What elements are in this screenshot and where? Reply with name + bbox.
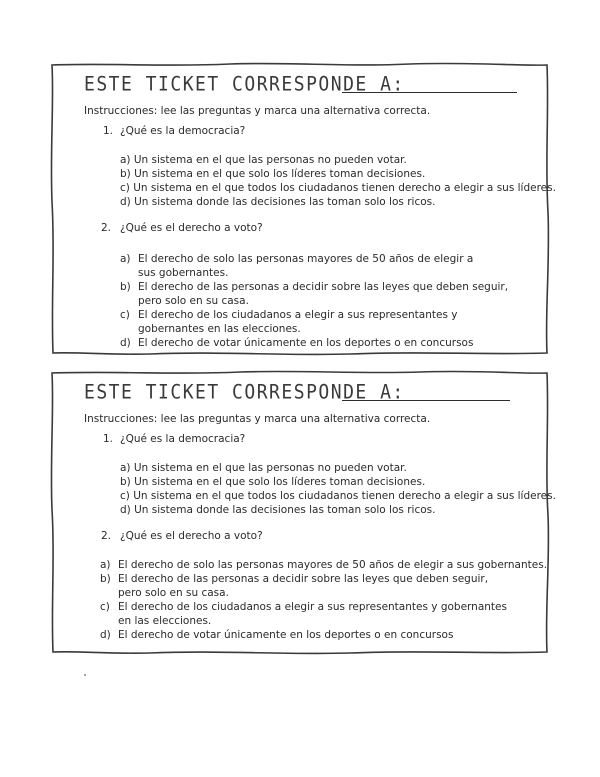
question-1-option-d[interactable]: d) Un sistema donde las decisiones las toman solo los ricos. bbox=[120, 504, 436, 516]
ticket-2 bbox=[50, 370, 556, 655]
option-text: El derecho de las personas a decidir sobre las leyes que deben seguir, pero solo en su casa. bbox=[118, 573, 489, 599]
question-1-option-b[interactable]: b) Un sistema en el que solo los líderes toman decisiones. bbox=[120, 168, 426, 180]
question-2-number: 2. bbox=[101, 530, 112, 542]
question-1-text: ¿Qué es la democracia? bbox=[120, 433, 246, 445]
question-1-option-d[interactable]: d) Un sistema donde las decisiones las toman solo los ricos. bbox=[120, 196, 436, 208]
option-letter: c) bbox=[100, 601, 110, 613]
question-2-number: 2. bbox=[101, 222, 112, 234]
option-letter: b) bbox=[100, 573, 111, 585]
stray-dot bbox=[84, 674, 86, 676]
option-letter: b) bbox=[120, 281, 131, 293]
option-text: El derecho de votar únicamente en los deportes o en concursos bbox=[138, 337, 474, 349]
question-1-number: 1. bbox=[103, 125, 114, 137]
option-text: El derecho de las personas a decidir sobre las leyes que deben seguir, pero solo en su casa. bbox=[138, 281, 509, 307]
option-text: El derecho de los ciudadanos a elegir a sus representantes y gobernantes en las elecciones. bbox=[138, 309, 458, 335]
question-2-text: ¿Qué es el derecho a voto? bbox=[120, 222, 263, 234]
instructions: Instrucciones: lee las preguntas y marca una alternativa correcta. bbox=[84, 413, 431, 425]
ticket-1 bbox=[50, 62, 556, 356]
question-1-option-b[interactable]: b) Un sistema en el que solo los líderes toman decisiones. bbox=[120, 476, 426, 488]
question-1-text: ¿Qué es la democracia? bbox=[120, 125, 246, 137]
question-1-option-c[interactable]: c) Un sistema en el que todos los ciudadanos tienen derecho a elegir a sus líderes. bbox=[120, 182, 556, 194]
question-1-option-a[interactable]: a) Un sistema en el que las personas no pueden votar. bbox=[120, 462, 407, 474]
option-text: El derecho de los ciudadanos a elegir a sus representantes y gobernantes en las elecciones. bbox=[118, 601, 507, 627]
ticket-heading: ESTE TICKET CORRESPONDE A: bbox=[84, 73, 405, 96]
option-text: El derecho de solo las personas mayores de 50 años de elegir a sus gobernantes. bbox=[138, 253, 474, 279]
option-text: El derecho de solo las personas mayores de 50 años de elegir a sus gobernantes. bbox=[118, 559, 548, 571]
instructions: Instrucciones: lee las preguntas y marca una alternativa correcta. bbox=[84, 105, 431, 117]
ticket-heading: ESTE TICKET CORRESPONDE A: bbox=[84, 381, 405, 404]
name-blank-line[interactable] bbox=[342, 92, 517, 93]
question-1-option-c[interactable]: c) Un sistema en el que todos los ciudadanos tienen derecho a elegir a sus líderes. bbox=[120, 490, 556, 502]
question-1-number: 1. bbox=[103, 433, 114, 445]
option-text: El derecho de votar únicamente en los deportes o en concursos bbox=[118, 629, 454, 641]
name-blank-line[interactable] bbox=[342, 400, 510, 401]
option-letter: d) bbox=[120, 337, 131, 349]
question-2-text: ¿Qué es el derecho a voto? bbox=[120, 530, 263, 542]
option-letter: d) bbox=[100, 629, 111, 641]
question-1-option-a[interactable]: a) Un sistema en el que las personas no pueden votar. bbox=[120, 154, 407, 166]
option-letter: a) bbox=[100, 559, 111, 571]
option-letter: c) bbox=[120, 309, 130, 321]
option-letter: a) bbox=[120, 253, 131, 265]
